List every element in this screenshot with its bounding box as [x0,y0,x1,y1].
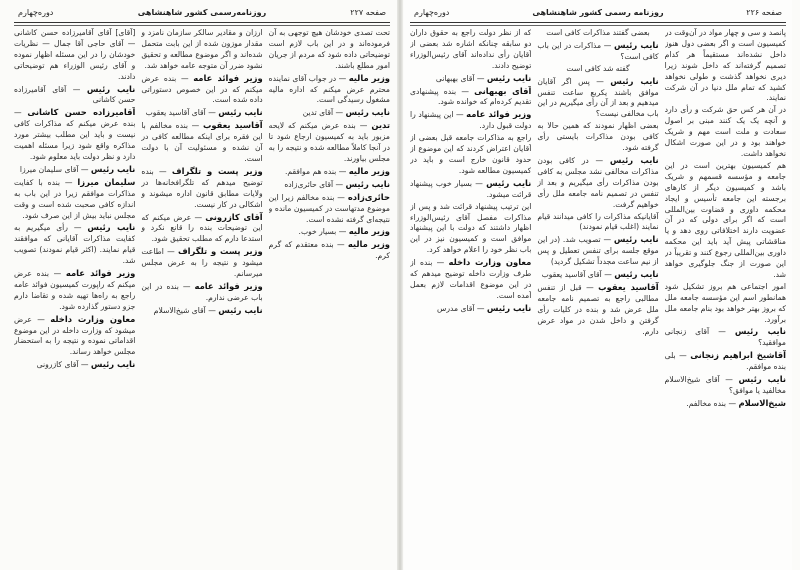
paragraph [665,398,786,410]
paragraph [665,161,786,281]
paragraph-text: — اطاعت میشود و نتیجه را به عرض مجلس میرسانم. [141,247,263,279]
speaker-name: نایب رئیس [613,234,659,245]
paragraph [410,202,531,257]
paragraph-text: — بنده عرض میکنم که راپورت کمیسیون فوائد عامه راجع به راه‌ها تهیه شده و تقاضا دارم جزو دستور گذارده شود. [14,269,136,311]
paragraph [141,73,262,107]
paragraph-text: — بنده مخالفم با این فقره برای اینکه مطالعه کافی در آن نشده و مسئولیت آن با دولت است. [141,121,263,163]
paragraph-text: آقایانیکه مذاکرات را کافی میدانند قیام نمایند (اغلب قیام نمودند) [537,211,659,232]
speaker-name: وزیر مالیه [348,165,390,176]
paragraph-text: — بنده معتقدم که گرم کرم. [268,240,390,261]
paragraph-text: — آقای شیخ‌الاسلام [153,305,216,315]
newspaper-title: روزنامه رسمی کشور شاهنشاهی [532,8,664,17]
text-column [141,28,262,564]
paragraph [14,84,135,107]
paragraph [665,326,786,349]
speaker-name: نایب رئیس [218,107,263,118]
paragraph [269,28,390,72]
speaker-name: معاون وزارت داخله [448,257,532,268]
speaker-name: نایب رئیس [614,269,659,280]
paragraph-text: — در جواب آقای نماینده محترم عرض میکنم که اداره مالیه مشغول رسیدگی است. [268,73,390,105]
paragraph [537,155,658,211]
paragraph-text: بعضی اظهار نمودند که همین حالا به کافی بودن مذاکرات بایستی رأی گرفته شود. [537,121,659,153]
paragraph [269,120,390,165]
speaker-name: وزیر فوائد عامه [466,109,532,120]
header-rule [410,22,786,26]
paragraph-text: — آقای حائری‌زاده [284,179,344,189]
paragraph [141,166,262,211]
paragraph [14,359,135,371]
paragraph-text: این ترتیب پیشنهاد قرائت شد و پس از مذاکرات مفصل آقای رئیس‌الوزراء اظهار داشتند که دولت با این پیشنهاد موافق است و کمیسیون نیز در این باب نظر خود را اعلام خواهد کرد. [410,201,532,255]
paragraph-text: — بنده در این باب عرضی ندارم. [141,281,263,302]
paragraph-text: بعضی گفتند مذاکرات کافی است [546,28,650,37]
paragraph-text: — پس اگر آقایان موافق باشند یکربع ساعت تنفس میدهیم و بعد از آن رأی میگیریم در این باب مخالفی نیست؟ [537,76,659,119]
paragraph [665,282,786,326]
speaker-name: نایب رئیس [218,304,263,315]
paragraph [665,374,786,397]
paragraph [537,234,658,268]
paragraph [665,105,786,160]
paragraph [141,305,262,317]
speaker-name: نایب رئیس [486,177,532,188]
paragraph-text: [آقای] آقای آقامیرزاده حسن کاشانی — آقای حاجی آقا جمال — نظریات خودشان را در این مسئله اظهار نموده و آقای رئیس الوزراء هم توضیحاتی دادند. [14,28,136,81]
paragraph-text: راجع به مذاکرات جامعه قبل بعضی از آقایان اعتراض کردند که این موضوع از حدود قانون خارج است و باید در کمیسیون مطالعه شود. [410,133,532,175]
right-page [404,0,792,570]
paragraph [410,73,531,85]
speaker-name: حائری‌زاده [347,191,390,202]
paragraph-text: — آقای آقاسید یعقوب [541,270,612,280]
speaker-name: نایب رئیس [90,359,136,370]
speaker-name: آقاسید یعقوب [598,281,659,292]
right-page-columns [410,28,786,564]
speaker-name: وزیر فوائد عامه [194,280,263,291]
paragraph-text: — بنده پیشنهادی تقدیم کرده‌ام که خوانده شود. [410,86,532,107]
paragraph-text: — آقای تدین [302,108,344,118]
paragraph-text: — آقای سلیمان میرزا [19,164,89,174]
paragraph-text: — قبل از تنفس مطالبی راجع به تصمیم نامه جامعه ملل عرض شد و بنده در کلیات رأی گرفتن و داخل شدن در مواد عرض دارم. [537,282,659,336]
paragraph-text: — آقای زنجانی موافقید؟ [664,327,786,348]
paragraph [269,239,390,262]
speaker-name: نایب رئیس [486,302,532,313]
paragraph-text: — در کافی بودن مذاکرات مخالفی نشد مجلس به کافی بودن مذاکرات رأی میگیریم و بعد از تنفس در تصمیم نامه جامعه ملل رأی خواهیم گرفت. [537,155,659,209]
left-page-header [14,8,390,20]
paragraph-text: — بلی بنده موافقم. [664,351,786,372]
paragraph-text: پانصد و سی و چهار مواد در آن‌وقت در کمیسیون است و اگر بعضی دول هنوز داخل نشده‌اند مستقیماً هر کدام تصمیم گرفته‌اند که داخل شوند زیرا دیری نخواهد گذشت و طولی نخواهد کشید که تمام ملل دنیا در آن شرکت نمایند. [664,28,786,103]
speaker-name: وزیر فوائد عامه [65,268,136,279]
paragraph-text: — آقای بهبهانی [435,73,485,83]
speaker-name: نایب رئیس [87,222,136,233]
speaker-name: نایب رئیس [90,163,136,174]
speaker-name: وزیر پست و تلگراف [177,246,263,257]
paragraph-text: — مذاکرات در این باب کافی است؟ [537,40,659,61]
paragraph-text: — بنده مخالفم زیرا این موضوع مدتهاست در کمیسیون مانده و نتیجه‌ای گرفته نشده است. [268,192,390,224]
paragraph-text: در آن هر کس حق شرکت و رأی دارد و آنچه یک یک کنند مبنی بر اصول سعادت و ملت است مهم و شریک خواهند بود و در این صورت اشکال نخواهد داشت. [664,105,786,158]
paragraph [537,269,658,281]
paragraph-text: — این پیشنهاد را دولت قبول دارد. [410,110,532,131]
paragraph-text: — بنده توضیح میدهم که تلگرافخانه‌ها در ولایات مطابق قانون اداره میشوند و اشکالی در کار نیست. [141,166,263,209]
text-column [410,28,531,564]
paragraph-text: که از نظر دولت راجع به حقوق داران دو سابقه چنانکه اشاره شد بعضی از آقایان رأی نداده‌اند آقای رئیس‌الوزراء توضیح دادند. [410,28,532,70]
paragraph [410,133,531,177]
paragraph [269,179,390,191]
speaker-name: تدین [371,120,390,131]
paragraph-text: — بنده با کفایت مذاکرات موافقم زیرا در این باب به اندازه کافی صحبت شده است و وقت مجلس نباید بیش از این صرف شود. [14,177,136,220]
paragraph [665,350,786,373]
paragraph [14,222,135,267]
paragraph [410,178,531,201]
speaker-name: وزیر مالیه [347,239,390,250]
paragraph [141,120,262,165]
speaker-name: وزیر فوائد عامه [193,72,263,83]
paragraph [537,64,658,75]
text-column [269,28,390,564]
speaker-name: آقاشیخ ابراهیم زنجانی [690,350,786,361]
speaker-name: آقامیرزاده حسن کاشانی [27,107,136,118]
header-rule [14,22,390,26]
paragraph [14,107,135,163]
volume-label: دوره‌چهارم [414,8,450,17]
paragraph-text: — آقای شیخ‌الاسلام مخالفید یا موافق؟ [664,375,786,395]
paragraph-text: — بنده از طرف وزارت داخله توضیح میدهم که در این موضوع اقدامات لازم بعمل آمده است. [410,258,532,300]
paragraph [537,76,658,121]
paragraph [537,282,658,338]
paragraph-text: — بنده عرض میکنم که مذاکرات کافی نیست و باید این مطلب بیشتر مورد مذاکره واقع شود زیرا مسئله اهمیت دارد و نظر دولت باید معلوم شود. [14,108,136,161]
paragraph [141,212,262,246]
speaker-name: شیخ‌الاسلام [738,397,786,408]
paragraph-text: — بنده عرض میکنم که در این خصوص دستوراتی داده شده است. [141,73,263,105]
paragraph-text: — آقای مدرس [437,303,485,313]
paragraph-text: — تصویب شد. (در این موقع جلسه برای تنفس تعطیل و پس از نیم ساعت مجدداً تشکیل گردید) [537,235,659,267]
paragraph-text: — بنده مخالفم. [686,398,737,408]
paragraph [14,164,135,176]
speaker-name: آقاسید یعقوب [202,120,263,131]
page-gutter [397,0,403,570]
left-page [8,0,396,570]
paragraph [537,121,658,154]
speaker-name: وزیر مالیه [348,226,390,237]
page-number: صفحه ۲۲۶ [746,8,782,17]
paragraph-text: — عرض میشود که وزارت داخله در این موضوع اقداماتی نموده و نتیجه را به استحضار مجلس خواهد رساند. [14,314,136,357]
paragraph [410,303,531,315]
speaker-name: نایب رئیس [614,39,659,50]
paragraph [269,107,390,119]
paragraph-text: — بنده هم موافقم. [284,166,347,176]
volume-label: دوره‌چهارم [18,8,54,17]
paragraph-text: — آقای کازرونی [36,360,89,370]
paragraph [141,281,262,304]
paragraph-text: تحت تصدی خودشان هیچ توجهی به آن فرموده‌اند و در این باب لازم است توضیحاتی داده شود که مردم از جریان امور مطلع باشند. [268,28,390,70]
paragraph-text: — آقای آقاسید یعقوب [145,108,216,118]
paragraph [269,166,390,178]
paragraph-text: امور اجتماعی هم بروز تشکیل شود همانطور اسم این مؤسسه جامعه ملل که بروز بهتر خواهد بود بنام جامعه ملل برآورد. [664,281,786,324]
paragraph [410,109,531,132]
paragraph-text: — بنده عرض میکنم که لایحه مزبور باید به کمیسیون ارجاع شود تا در آنجا کاملاً مطالعه شده و نتیجه را به مجلس بیاورند. [268,121,390,163]
right-page-header [410,8,786,20]
paragraph [665,28,786,104]
speaker-name: نایب رئیس [738,374,786,385]
paragraph [14,314,135,359]
paragraph [14,28,135,83]
speaker-name: آقای کازرونی [205,211,263,222]
paragraph [410,86,531,109]
newspaper-title: روزنامه‌رسمی کشور شاهنشاهی [137,8,267,17]
paragraph [410,28,531,72]
paragraph [269,73,390,107]
paragraph [269,192,390,226]
speaker-name: نایب رئیس [345,107,390,118]
speaker-name: نایب رئیس [609,154,659,165]
paragraph [14,268,135,313]
page-number: صفحه ۲۲۷ [350,8,386,17]
paragraph [141,246,262,280]
paragraph [537,28,658,39]
paragraph [269,226,390,238]
speaker-name: وزیر مالیه [348,72,390,83]
paragraph [141,28,262,72]
paragraph-text: ارزان و مقادیر سالکر سازمان نامزد و مقدار موزون شده از این بابت متحمل شده‌اند و اگر موضوع مطالعه و تحقیق نشود ضرر آن متوجه عامه خواهد شد. [141,28,263,70]
speaker-name: سلیمان میرزا [77,176,136,187]
speaker-name: نایب رئیس [734,326,786,337]
paragraph-text: — بسیار خوب. [298,227,347,237]
speaker-name: نایب رئیس [486,72,532,83]
speaker-name: نایب رئیس [345,178,390,189]
text-column [537,28,658,564]
text-column [665,28,786,564]
paragraph-text: گفته شد کافی است [566,63,630,73]
paragraph [141,107,262,119]
paragraph-text: — رأی میگیریم به کفایت مذاکرات آقایانی که موافقند قیام نمایند. (اکثر قیام نمودند) تصویب شد. [14,223,136,266]
speaker-name: معاون وزارت داخله [50,313,136,324]
paragraph-text: — آقای آقامیرزاده حسن کاشانی [14,84,136,105]
text-column [14,28,135,564]
speaker-name: آقای بهبهانی [474,85,532,96]
paragraph [14,177,135,222]
paragraph [537,212,658,234]
paragraph-text: هم کمیسیون بهترین است در این جامعه و مؤسسه قسمهم و شریک باشد و کمیسیون دیگر از کارهای برجسته این جامعه تأسیس و ایجاد محکمه داوری و قضاوت بین‌المللی است که اگر برای دولی که در آن عضویت دارند اختلافاتی روی دهد و یا مناقشاتی پیش آید باید این محکمه داوری بین‌المللی رجوع کنند و تقریباً در این صورت از جنگ جلوگیری خواهد شد. [664,160,786,279]
speaker-name: نایب رئیس [610,75,659,86]
paragraph [537,40,658,63]
left-page-columns [14,28,390,564]
speaker-name: وزیر پست و تلگراف [171,165,263,176]
paragraph [410,257,531,302]
paragraph-text: — عرض میکنم که این توضیحات بنده را قانع نکرد و استدعا دارم که مطلب تحقیق شود. [141,212,263,244]
paragraph-text: — بسیار خوب پیشنهاد قرائت میشود. [410,178,532,199]
speaker-name: نایب رئیس [86,83,136,94]
